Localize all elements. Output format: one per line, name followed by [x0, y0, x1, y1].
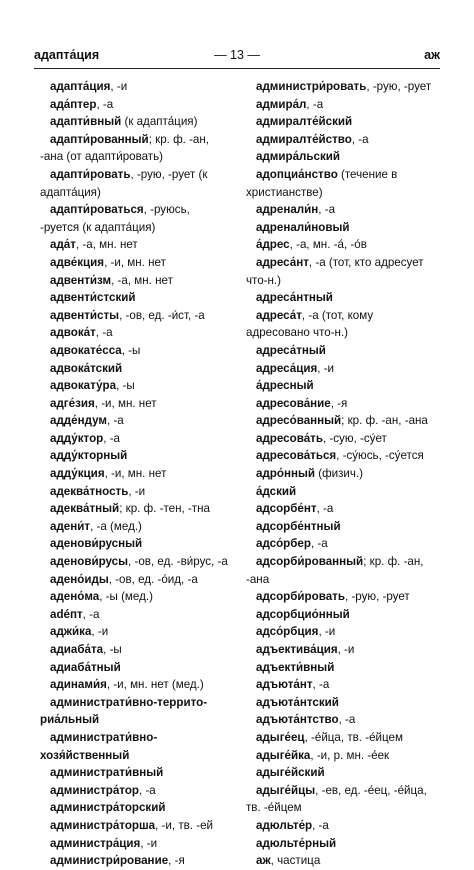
entry-headword: адресова́ть [256, 431, 323, 445]
dictionary-entry [246, 694, 434, 712]
entry-headword: адреса́ция [256, 361, 318, 375]
dictionary-entry [246, 412, 434, 430]
dictionary-entry [40, 412, 228, 430]
dictionary-entry [246, 78, 434, 96]
entry-headword: адмиралте́йский [256, 115, 353, 129]
dictionary-entry [246, 641, 434, 659]
entry-headword: адапти́ровать [50, 167, 131, 181]
entry-grammar: , -а, мн. нет [75, 238, 138, 252]
dictionary-column-right [246, 78, 434, 868]
dictionary-entry [246, 500, 434, 518]
entry-headword: адапта́ция [50, 80, 111, 93]
entry-grammar: , -а [306, 97, 324, 111]
dictionary-entry [246, 289, 434, 307]
dictionary-entry [40, 395, 228, 413]
entry-grammar: , -и, мн. нет (мед.) [106, 678, 204, 692]
entry-headword: аджи́ка [50, 625, 92, 639]
dictionary-column-left [40, 78, 228, 868]
dictionary-entry [40, 588, 228, 606]
dictionary-entry [40, 817, 228, 835]
entry-headword: адреса́т [256, 308, 302, 322]
entry-grammar: , -и [318, 625, 336, 639]
entry-headword: администра́ция [50, 836, 141, 850]
running-head-last-word: аж [424, 48, 440, 62]
entry-grammar: , -и [337, 643, 355, 656]
entry-grammar: , -а [316, 502, 334, 516]
entry-grammar: , -а [103, 431, 121, 445]
entry-grammar: , -а [338, 713, 356, 727]
entry-headword: адвокату́ра [50, 379, 117, 393]
entry-headword: адреса́тный [256, 343, 326, 357]
entry-headword: адапти́вный [50, 115, 122, 129]
dictionary-entry [40, 852, 228, 870]
entry-headword: адду́кция [50, 467, 105, 481]
entry-grammar: , -а, мн. нет [111, 273, 173, 287]
entry-headword: адапти́роваться [50, 203, 144, 217]
entry-headword: а́дрес [256, 238, 290, 252]
entry-grammar: , -а [318, 203, 336, 217]
dictionary-entry [40, 641, 228, 659]
dictionary-entry [246, 676, 434, 694]
entry-headword: адсорбцио́нный [256, 607, 350, 621]
header-rule [34, 68, 440, 69]
dictionary-entry [246, 236, 434, 254]
dictionary-entry [40, 483, 228, 501]
dictionary-entry [246, 747, 434, 765]
entry-headword: аж [256, 854, 271, 868]
dictionary-entry [40, 835, 228, 853]
dictionary-entry [246, 131, 434, 149]
entry-headword: адено́ма [50, 590, 100, 604]
entry-headword: адъекти́вный [256, 660, 335, 674]
dictionary-entry [40, 113, 228, 131]
dictionary-entry [40, 571, 228, 589]
entry-grammar: , -руюсь, -руется (к адапта́ция) [40, 203, 190, 234]
entry-headword: а́дресный [256, 379, 314, 393]
dictionary-entry [246, 782, 434, 817]
dictionary-columns [40, 78, 434, 868]
entry-headword: адсо́рбер [256, 537, 311, 551]
entry-grammar: , -а, мн. -а́, -о́в [289, 238, 367, 252]
dictionary-entry [246, 817, 434, 835]
dictionary-entry [246, 148, 434, 166]
running-head-first-word: адапта́ция [34, 48, 100, 62]
dictionary-entry [40, 430, 228, 448]
entry-headword: адренали́н [256, 203, 319, 217]
dictionary-entry [40, 623, 228, 641]
entry-headword: адренали́новый [256, 220, 350, 234]
dictionary-entry [40, 729, 228, 764]
entry-grammar: , -и, тв. -ей [155, 818, 214, 832]
dictionary-entry [246, 395, 434, 413]
entry-headword: ада́т [50, 238, 76, 252]
entry-grammar: , -а [310, 537, 328, 551]
dictionary-entry [40, 131, 228, 166]
entry-grammar: , -ов, ед. -о́ид, -а [108, 572, 198, 586]
entry-headword: адапти́рованный [50, 132, 149, 146]
dictionary-entry [246, 219, 434, 237]
dictionary-entry [40, 342, 228, 360]
entry-headword: администра́тор [50, 783, 139, 797]
entry-headword: адмиралте́йство [256, 132, 352, 146]
entry-grammar: , -и [91, 625, 109, 639]
entry-grammar: , -я [168, 854, 185, 868]
entry-headword: администрати́вно-террито-риа́льный [40, 695, 208, 727]
entry-headword: адресо́ванный [256, 414, 342, 428]
entry-grammar: , -а [312, 678, 330, 692]
entry-headword: адсорбе́нтный [256, 519, 341, 533]
dictionary-entry [246, 307, 434, 342]
dictionary-entry [246, 254, 434, 289]
entry-headword: adéпт [50, 607, 83, 621]
entry-headword: администрати́вный [50, 766, 164, 780]
entry-grammar: , -а (тот, кому адресовано что-н.) [246, 308, 374, 340]
entry-headword: адвенти́зм [50, 273, 112, 287]
entry-headword: адыге́йка [256, 748, 311, 762]
dictionary-entry [40, 324, 228, 342]
entry-headword: а́дский [256, 484, 297, 498]
entry-headword: адресова́ться [256, 449, 337, 463]
dictionary-entry [40, 272, 228, 290]
entry-headword: адвока́тский [50, 361, 123, 375]
dictionary-entry [40, 782, 228, 800]
entry-headword: администра́торский [50, 801, 166, 815]
entry-grammar: (к адапта́ция) [121, 115, 198, 129]
entry-headword: адъюта́нтство [256, 713, 339, 727]
entry-headword: адопциа́нство [256, 167, 338, 181]
entry-grammar: , -и [110, 80, 128, 93]
dictionary-entry [246, 465, 434, 483]
entry-grammar: ; кр. ф. -ан, -ана [341, 414, 428, 428]
dictionary-entry [246, 166, 434, 201]
entry-headword: адреса́нт [256, 255, 309, 269]
entry-headword: адде́ндум [50, 414, 107, 428]
entry-headword: администра́торша [50, 818, 156, 832]
entry-grammar: , -и [128, 484, 146, 498]
entry-grammar: , -и, мн. нет [104, 255, 166, 269]
entry-grammar: , -а [82, 607, 100, 621]
dictionary-entry [246, 447, 434, 465]
dictionary-entry [40, 553, 228, 571]
entry-headword: адыге́йцы [256, 783, 316, 797]
dictionary-entry [40, 447, 228, 465]
dictionary-entry [246, 835, 434, 853]
dictionary-entry [40, 289, 228, 307]
entry-grammar: , -и, мн. нет [104, 467, 167, 481]
entry-headword: адресова́ние [256, 396, 331, 410]
entry-headword: адвенти́сты [50, 308, 120, 322]
entry-headword: адве́кция [50, 255, 105, 269]
entry-headword: адсорбе́нт [256, 502, 317, 516]
entry-headword: аденови́русный [50, 537, 143, 551]
entry-headword: адено́иды [50, 572, 109, 586]
entry-grammar: , -и [140, 836, 158, 850]
entry-grammar: , -е́йца, тв. -е́йцем [304, 730, 403, 744]
entry-grammar: , -ы [121, 343, 141, 357]
dictionary-entry [246, 201, 434, 219]
entry-grammar: , -сую, -су́ет [322, 431, 387, 445]
entry-grammar: , -рую, -рует [344, 590, 410, 604]
entry-headword: адвокате́сса [50, 343, 122, 357]
dictionary-entry [40, 799, 228, 817]
entry-headword: администрати́вно-хозя́йственный [40, 730, 158, 762]
dictionary-entry [246, 430, 434, 448]
entry-headword: адъюта́нтский [256, 695, 339, 709]
entry-headword: адмира́льский [256, 150, 341, 164]
entry-headword: адмира́л [256, 97, 307, 111]
entry-headword: адени́т [50, 519, 91, 533]
dictionary-entry [40, 676, 228, 694]
entry-headword: адыге́йский [256, 766, 325, 780]
dictionary-entry [246, 360, 434, 378]
dictionary-entry [246, 659, 434, 677]
entry-headword: адеква́тный [50, 502, 120, 516]
dictionary-entry [246, 764, 434, 782]
dictionary-entry [246, 377, 434, 395]
entry-grammar: , -а [312, 818, 329, 832]
entry-grammar: , -су́юсь, -су́ется [336, 449, 424, 463]
entry-grammar: , -а [139, 783, 156, 797]
entry-grammar: ; кр. ф. -ан, -ана (от адапти́ровать) [40, 132, 210, 164]
entry-grammar: , -и [317, 361, 335, 375]
entry-grammar: , -ев, ед. -е́ец, -е́йца, тв. -е́йцем [246, 783, 427, 815]
entry-grammar: , -я [330, 396, 348, 410]
page-number: — 13 — [214, 48, 260, 62]
entry-headword: адге́зия [50, 396, 95, 410]
dictionary-entry [246, 113, 434, 131]
dictionary-entry [40, 166, 228, 201]
dictionary-entry [40, 694, 228, 729]
entry-headword: адыге́ец [256, 730, 305, 744]
entry-headword: адюльте́р [256, 818, 313, 832]
dictionary-entry [246, 96, 434, 114]
dictionary-entry [40, 535, 228, 553]
dictionary-entry [246, 729, 434, 747]
dictionary-entry [40, 78, 228, 96]
dictionary-entry [246, 518, 434, 536]
entry-headword: адинами́я [50, 678, 107, 692]
entry-headword: адвока́т [50, 326, 96, 340]
entry-grammar: (течение в христианстве) [246, 167, 398, 199]
entry-grammar: , частица [270, 854, 321, 868]
entry-headword: адиаба́та [50, 643, 104, 656]
dictionary-entry [40, 500, 228, 518]
entry-grammar: , -ы [116, 379, 135, 393]
dictionary-entry [246, 606, 434, 624]
entry-grammar: , -а [107, 414, 124, 428]
dictionary-entry [40, 518, 228, 536]
entry-headword: адвенти́стский [50, 291, 136, 305]
dictionary-entry [40, 201, 228, 236]
page-header [34, 48, 440, 66]
dictionary-entry [40, 96, 228, 114]
dictionary-entry [40, 465, 228, 483]
dictionary-entry [40, 307, 228, 325]
entry-headword: адеква́тность [50, 484, 129, 498]
entry-grammar: , -ы (мед.) [99, 590, 153, 604]
entry-grammar: , -ов, ед. -ви́рус, -а [128, 555, 228, 569]
dictionary-entry [40, 764, 228, 782]
entry-headword: адсо́рбция [256, 625, 319, 639]
dictionary-entry [40, 360, 228, 378]
entry-headword: адро́нный [256, 467, 316, 481]
entry-headword: адду́кторный [50, 449, 128, 463]
entry-grammar: , -ы [103, 643, 122, 656]
dictionary-entry [40, 606, 228, 624]
dictionary-entry [40, 254, 228, 272]
entry-headword: администри́ровать [256, 80, 367, 93]
entry-grammar: , -а [96, 97, 114, 111]
entry-headword: адиаба́тный [50, 660, 121, 674]
dictionary-entry [246, 342, 434, 360]
entry-grammar: , -а (мед.) [90, 519, 142, 533]
dictionary-entry [246, 588, 434, 606]
entry-grammar: , -а [351, 132, 369, 146]
entry-grammar: (физич.) [315, 467, 364, 481]
entry-headword: адъектива́ция [256, 643, 338, 656]
entry-grammar: ; кр. ф. -тен, -тна [119, 502, 210, 516]
entry-grammar: , -и, мн. нет [94, 396, 157, 410]
entry-headword: адюльте́рный [256, 836, 337, 850]
entry-headword: адду́ктор [50, 431, 104, 445]
entry-headword: адреса́нтный [256, 291, 333, 305]
dictionary-entry [40, 236, 228, 254]
entry-headword: адсорби́рованный [256, 555, 364, 569]
dictionary-entry [246, 711, 434, 729]
entry-headword: адсорби́ровать [256, 590, 345, 604]
entry-headword: администри́рование [50, 854, 169, 868]
dictionary-entry [246, 535, 434, 553]
entry-headword: аденови́русы [50, 555, 129, 569]
dictionary-entry [246, 553, 434, 588]
dictionary-entry [246, 623, 434, 641]
entry-headword: адъюта́нт [256, 678, 313, 692]
dictionary-entry [40, 377, 228, 395]
entry-grammar: , -рую, -рует [366, 80, 432, 93]
entry-headword: ада́птер [50, 97, 97, 111]
dictionary-entry [246, 483, 434, 501]
entry-grammar: , -а [95, 326, 113, 340]
entry-grammar: , -ов, ед. -и́ст, -а [119, 308, 205, 322]
entry-grammar: , -и, р. мн. -е́ек [310, 748, 390, 762]
entry-grammar: , -рую, -рует (к адапта́ция) [40, 167, 208, 199]
entry-grammar: ; кр. ф. -ан, -ана [246, 555, 424, 586]
dictionary-entry [40, 659, 228, 677]
dictionary-entry [246, 852, 434, 870]
entry-grammar: , -а (тот, кто адресует что-н.) [246, 255, 424, 287]
